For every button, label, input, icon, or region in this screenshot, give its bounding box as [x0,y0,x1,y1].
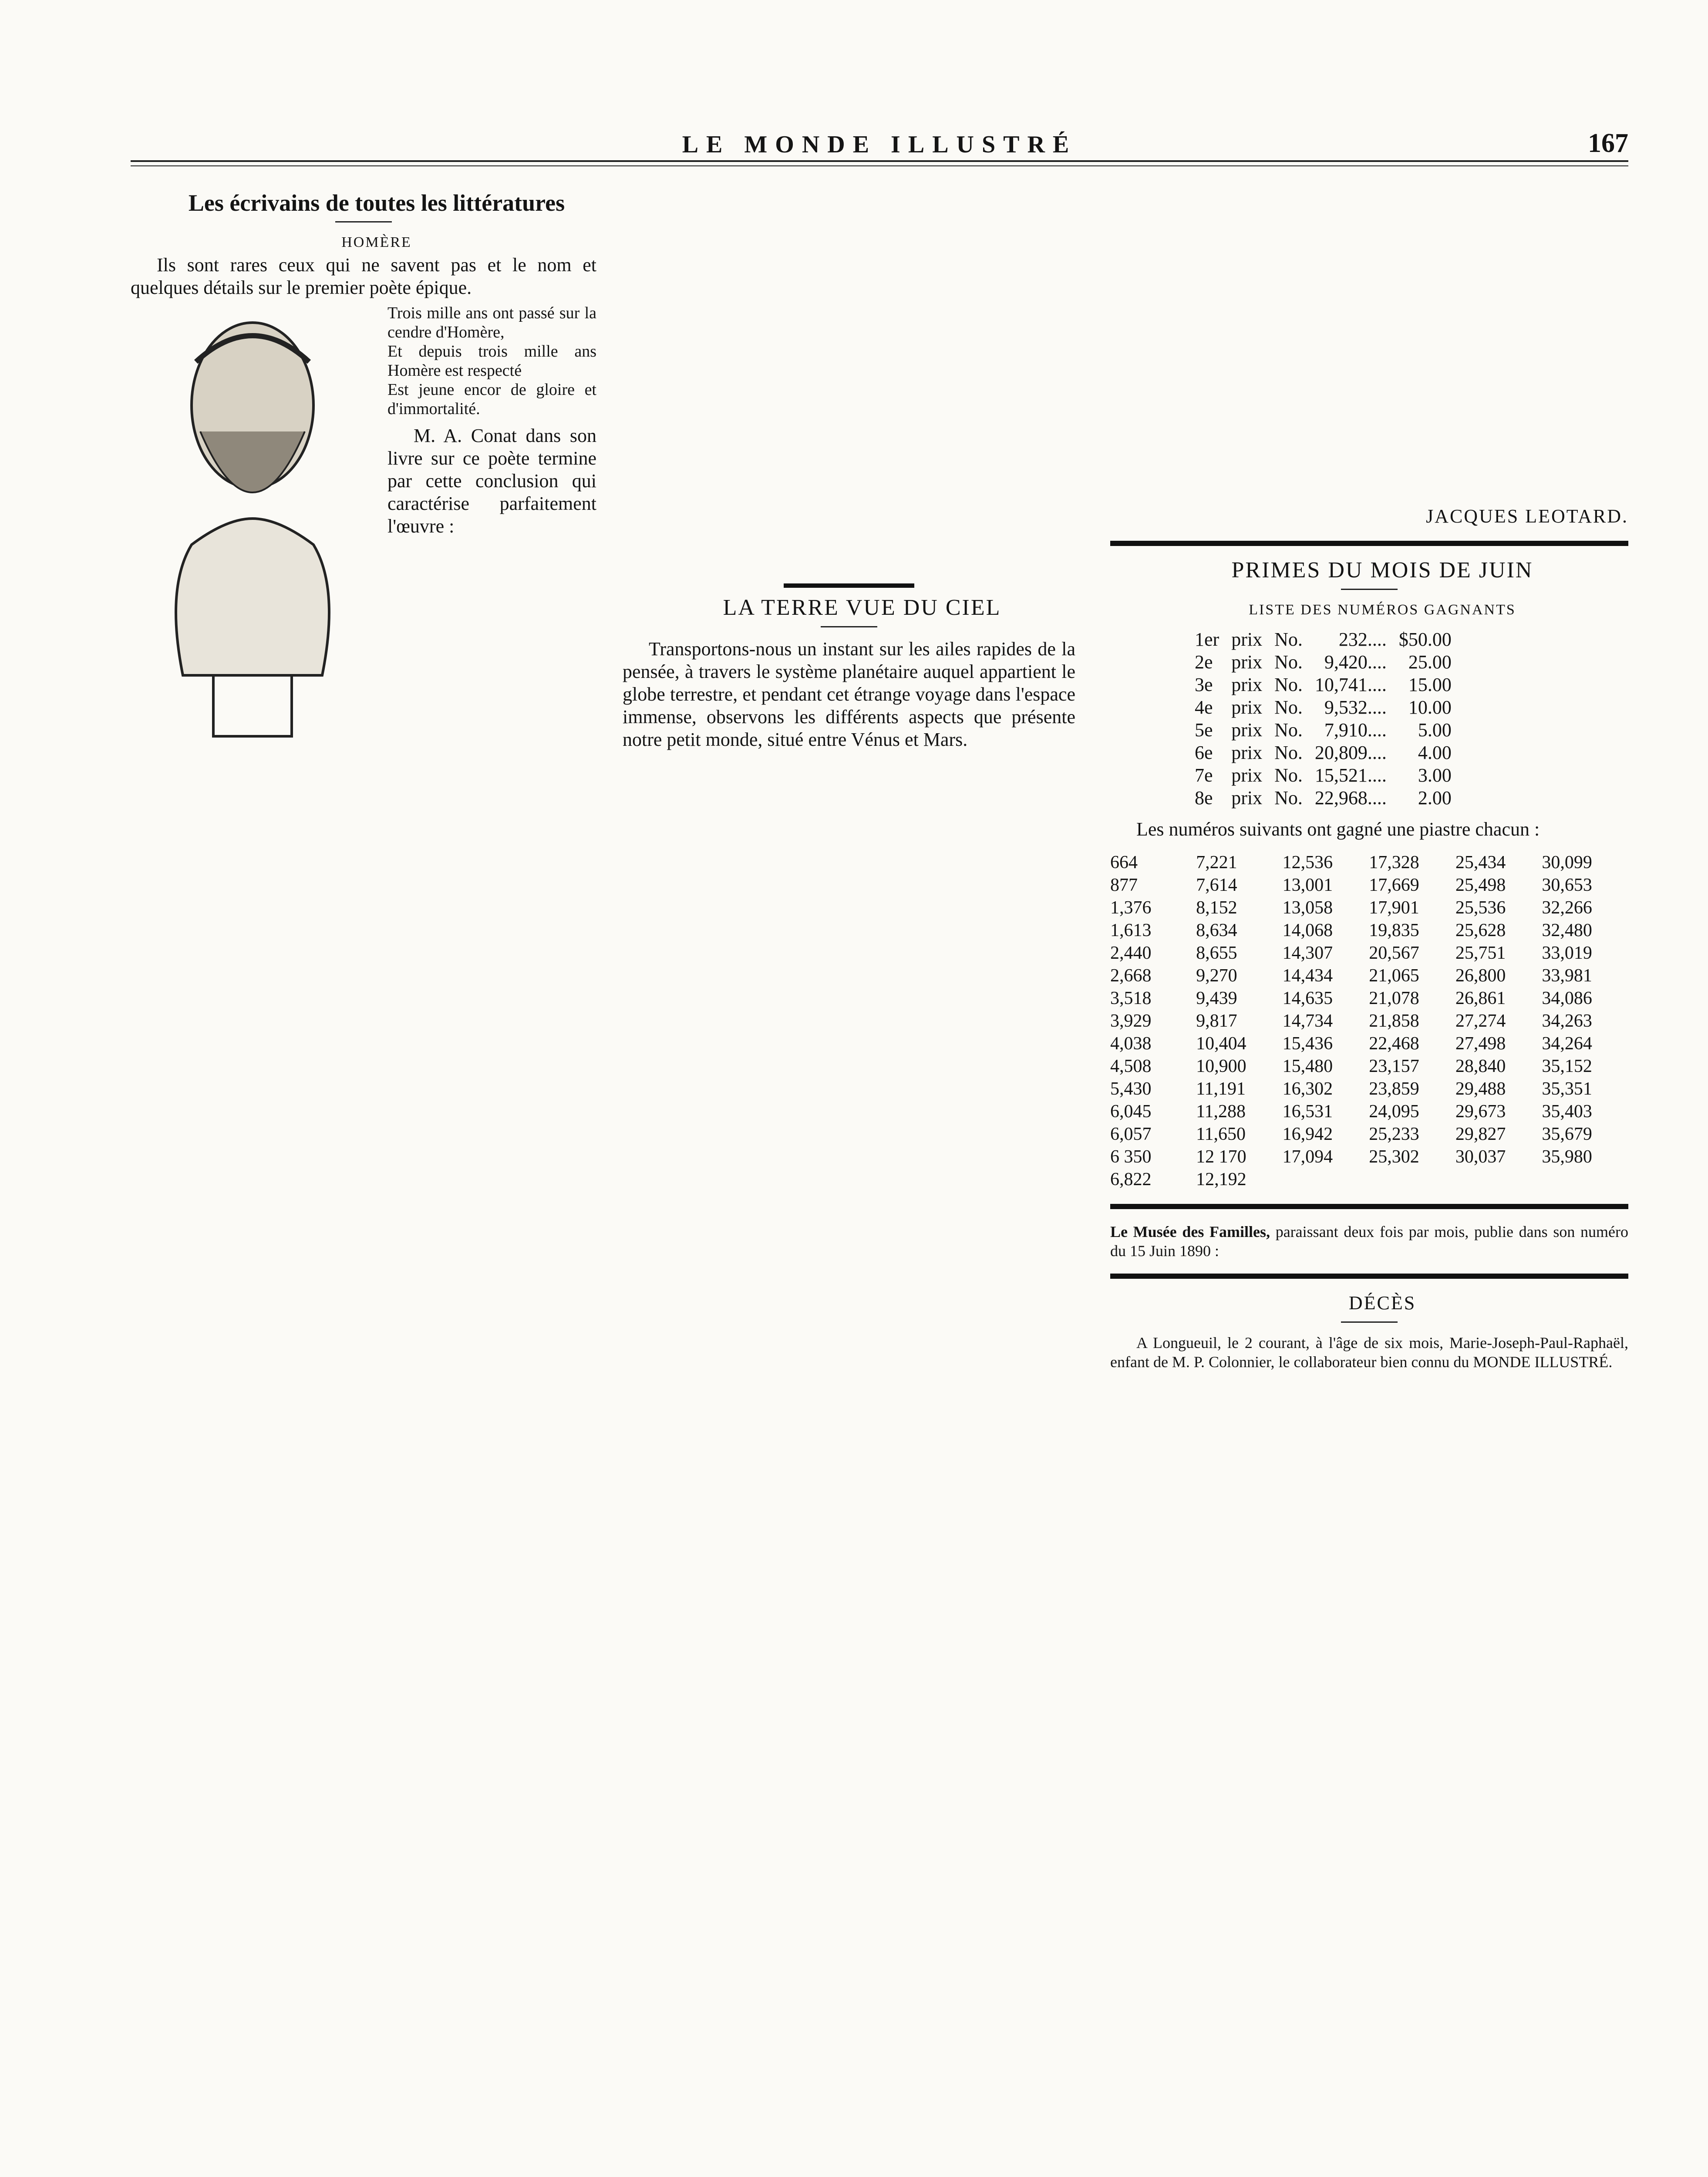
winning-number-cell: 19,835 [1369,920,1419,940]
prize-label: prix [1231,629,1263,650]
winning-number-cell: 9,817 [1196,1011,1237,1031]
prize-number: 7,910.... [1324,719,1387,741]
prize-rank: 8e [1195,787,1213,809]
winning-number-cell: 9,270 [1196,966,1237,986]
winning-numbers-row [1110,919,1628,942]
prize-number: 15,521.... [1314,765,1387,786]
newspaper-title: LE MONDE ILLUSTRÉ [682,131,1077,158]
divider [335,221,392,222]
winning-number-cell: 12,192 [1196,1169,1246,1190]
winning-numbers-row [1110,1168,1628,1191]
prize-no: No. [1274,651,1303,673]
winning-number-cell: 33,981 [1542,966,1592,986]
prize-table [1189,628,1458,809]
prize-amount: $50.00 [1398,629,1452,650]
winning-number-cell: 25,498 [1455,875,1506,895]
prize-label: prix [1231,742,1263,763]
winning-number-cell: 11,191 [1196,1079,1246,1099]
deces-heading: DÉCÈS [1348,1292,1416,1314]
prize-rank: 1er [1195,629,1220,650]
prize-rank: 6e [1195,742,1213,763]
prize-amount: 4.00 [1418,742,1452,763]
homer-bust-engraving [131,301,374,754]
winning-number-cell: 13,058 [1282,898,1333,918]
winning-number-cell: 35,403 [1542,1102,1592,1122]
winning-number-cell: 30,653 [1542,875,1592,895]
prize-amount: 15.00 [1408,674,1452,695]
winning-number-cell: 32,480 [1542,920,1592,940]
prize-no: No. [1274,719,1303,741]
winning-number-cell: 35,980 [1542,1147,1592,1167]
winning-number-cell: 17,669 [1369,875,1419,895]
winning-number-cell: 12,536 [1282,853,1333,873]
musee-text: paraissant deux fois par mois, publie dans son numéro du 15 Juin 1890 : [1110,1223,1629,1260]
winning-number-cell: 6 350 [1110,1147,1152,1167]
winning-number-cell: 29,827 [1455,1124,1506,1144]
winning-numbers-row [1110,987,1628,1010]
winning-numbers-table [1110,851,1628,1191]
prize-rank: 4e [1195,697,1213,718]
winning-number-cell: 24,095 [1369,1102,1419,1122]
winning-number-cell: 28,840 [1455,1056,1506,1076]
prize-rank: 5e [1195,719,1213,741]
winning-numbers-row [1110,874,1628,896]
winning-number-cell: 34,263 [1542,1011,1592,1031]
prize-number: 22,968.... [1314,787,1387,809]
prize-no: No. [1274,765,1303,786]
conat-paragraph: M. A. Conat dans son livre sur ce poète termine par cette conclusion qui caractérise parfaitement l'œuvre : [387,425,596,537]
prize-no: No. [1274,742,1303,763]
winning-number-cell: 6,822 [1110,1169,1152,1190]
prize-number: 232.... [1338,629,1387,650]
column-homere [131,192,596,758]
winning-number-cell: 6,057 [1110,1124,1152,1144]
winning-number-cell: 25,434 [1455,853,1506,873]
deces-text: A Longueuil, le 2 courant, à l'âge de six mois, Marie-Joseph-Paul-Raphaël, enfant de M. P. Colonnier, le collaborateur bien connu du MONDE ILLUSTRÉ. [1110,1334,1628,1371]
winning-number-cell: 7,221 [1196,853,1237,873]
intro-paragraph: Ils sont rares ceux qui ne savent pas et le nom et quelques détails sur le premier poète épique. [131,254,596,298]
musee-title: Le Musée des Familles, [1110,1223,1270,1240]
winning-number-cell: 877 [1110,875,1138,895]
winning-number-cell: 4,508 [1110,1056,1152,1076]
author-signature: JACQUES LEOTARD. [1426,505,1628,527]
prize-number: 9,420.... [1324,651,1387,673]
winning-numbers-row [1110,1032,1628,1055]
prize-number: 10,741.... [1314,674,1387,695]
winning-number-cell: 664 [1110,853,1138,873]
winning-number-cell: 14,307 [1282,943,1333,963]
header-rule-thin [131,165,1628,166]
quote-line: Trois mille ans ont passé sur la cendre d'Homère, [387,304,596,341]
prize-row [1189,741,1458,764]
winning-number-cell: 2,440 [1110,943,1152,963]
winning-number-cell [1542,1168,1628,1191]
prize-label: prix [1231,697,1263,718]
winning-number-cell: 21,065 [1369,966,1419,986]
page-number: 167 [1588,128,1628,158]
quote-line: Et depuis trois mille ans Homère est respecté [387,342,596,380]
winning-number-cell: 4,038 [1110,1034,1152,1054]
winning-number-cell: 20,567 [1369,943,1419,963]
prize-no: No. [1274,787,1303,809]
winning-number-cell: 14,635 [1282,988,1333,1008]
winning-numbers-row [1110,1010,1628,1032]
winning-number-cell: 29,673 [1455,1102,1506,1122]
winning-numbers-row [1110,1100,1628,1123]
winning-number-cell: 2,668 [1110,966,1152,986]
prize-rank: 2e [1195,651,1213,673]
winning-number-cell: 17,094 [1282,1147,1333,1167]
prize-no: No. [1274,697,1303,718]
winning-number-cell: 10,404 [1196,1034,1246,1054]
winning-number-cell: 15,436 [1282,1034,1333,1054]
winning-numbers-row [1110,1146,1628,1168]
winning-number-cell: 14,068 [1282,920,1333,940]
winning-number-cell: 1,613 [1110,920,1152,940]
winning-number-cell: 21,078 [1369,988,1419,1008]
winning-number-cell [1369,1168,1455,1191]
prize-amount: 5.00 [1418,719,1452,741]
winning-numbers-row [1110,942,1628,964]
winning-numbers-row [1110,1055,1628,1078]
prize-number: 9,532.... [1324,697,1387,718]
winning-number-cell: 30,037 [1455,1147,1506,1167]
winning-number-cell: 3,929 [1110,1011,1152,1031]
prize-label: prix [1231,719,1263,741]
prizes-heading: PRIMES DU MOIS DE JUIN [1231,558,1533,583]
winning-number-cell: 15,480 [1282,1056,1333,1076]
winning-number-cell: 27,498 [1455,1034,1506,1054]
winning-number-cell: 26,861 [1455,988,1506,1008]
prize-row [1189,764,1458,787]
prize-amount: 10.00 [1408,697,1452,718]
article-heading: Les écrivains de toutes les littératures [188,190,565,216]
section-rule [1110,1274,1628,1279]
winning-number-cell: 17,328 [1369,853,1419,873]
prize-amount: 2.00 [1418,787,1452,809]
divider [1341,1321,1398,1323]
prize-row [1189,651,1458,674]
winning-number-cell: 17,901 [1369,898,1419,918]
winning-number-cell: 8,152 [1196,898,1237,918]
prize-no: No. [1274,674,1303,695]
prize-row [1189,674,1458,696]
winning-number-cell: 13,001 [1282,875,1333,895]
section-rule [784,583,914,588]
winning-number-cell: 33,019 [1542,943,1592,963]
column-primes [1110,192,1628,1373]
divider [821,626,877,627]
winning-number-cell: 16,942 [1282,1124,1333,1144]
musee-notice [1110,1222,1628,1260]
winning-number-cell: 8,634 [1196,920,1237,940]
prize-number: 20,809.... [1314,742,1387,763]
prize-amount: 25.00 [1408,651,1452,673]
winning-number-cell: 25,628 [1455,920,1506,940]
prize-label: prix [1231,765,1263,786]
winning-number-cell: 23,157 [1369,1056,1419,1076]
winning-number-cell: 25,302 [1369,1147,1419,1167]
winning-number-cell: 23,859 [1369,1079,1419,1099]
winning-number-cell: 14,434 [1282,966,1333,986]
winning-numbers-row [1110,964,1628,987]
prizes-subheading: LISTE DES NUMÉROS GAGNANTS [1249,602,1516,618]
prize-rank: 3e [1195,674,1213,695]
piastre-paragraph: Les numéros suivants ont gagné une piastre chacun : [1136,819,1540,840]
winning-numbers-row [1110,1123,1628,1146]
winning-number-cell: 35,679 [1542,1124,1592,1144]
prize-no: No. [1274,629,1303,650]
winning-number-cell: 32,266 [1542,898,1592,918]
winning-numbers-row [1110,896,1628,919]
divider [1341,589,1398,590]
winning-number-cell: 16,302 [1282,1079,1333,1099]
winning-numbers-row [1110,851,1628,874]
winning-numbers-row [1110,1078,1628,1100]
winning-number-cell [1455,1168,1542,1191]
winning-number-cell [1283,1168,1369,1191]
winning-number-cell: 35,152 [1542,1056,1592,1076]
winning-number-cell: 11,288 [1196,1102,1246,1122]
winning-number-cell: 12 170 [1196,1147,1246,1167]
winning-number-cell: 29,488 [1455,1079,1506,1099]
winning-number-cell: 6,045 [1110,1102,1152,1122]
winning-number-cell: 34,086 [1542,988,1592,1008]
winning-number-cell: 1,376 [1110,898,1152,918]
prize-row [1189,628,1458,651]
winning-number-cell: 3,518 [1110,988,1152,1008]
winning-number-cell: 22,468 [1369,1034,1419,1054]
winning-number-cell: 26,800 [1455,966,1506,986]
winning-number-cell: 11,650 [1196,1124,1246,1144]
section-rule [1110,541,1628,546]
winning-number-cell: 30,099 [1542,853,1592,873]
quote-line: Est jeune encor de gloire et d'immortalité. [387,381,596,418]
winning-number-cell: 9,439 [1196,988,1237,1008]
prize-row [1189,719,1458,741]
prize-row [1189,696,1458,719]
winning-number-cell: 34,264 [1542,1034,1592,1054]
winning-number-cell: 25,536 [1455,898,1506,918]
deces-notice [1110,1333,1628,1372]
winning-number-cell: 8,655 [1196,943,1237,963]
winning-number-cell: 14,734 [1282,1011,1333,1031]
column-terre-vue-du-ciel [623,583,1075,753]
prize-label: prix [1231,787,1263,809]
winning-number-cell: 27,274 [1455,1011,1506,1031]
winning-number-cell: 5,430 [1110,1079,1152,1099]
prize-label: prix [1231,651,1263,673]
winning-number-cell: 35,351 [1542,1079,1592,1099]
intro-paragraph: Transportons-nous un instant sur les ailes rapides de la pensée, à travers le système planétaire auquel appartient le globe terrestre, et pendant cet étrange voyage dans l'espace immense, observons les différents aspects que présente notre petit monde, situé entre Vénus et Mars. [623,638,1075,750]
article-subheading: HOMÈRE [341,234,412,250]
winning-number-cell: 25,751 [1455,943,1506,963]
prize-rank: 7e [1195,765,1213,786]
winning-number-cell: 16,531 [1282,1102,1333,1122]
prize-amount: 3.00 [1418,765,1452,786]
winning-number-cell: 21,858 [1369,1011,1419,1031]
winning-number-cell: 7,614 [1196,875,1237,895]
section-rule [1110,1204,1628,1209]
header-rule [131,160,1628,162]
winning-number-cell: 10,900 [1196,1056,1246,1076]
winning-number-cell: 25,233 [1369,1124,1419,1144]
prize-label: prix [1231,674,1263,695]
article-heading: LA TERRE VUE DU CIEL [723,595,1001,620]
prize-row [1189,787,1458,809]
